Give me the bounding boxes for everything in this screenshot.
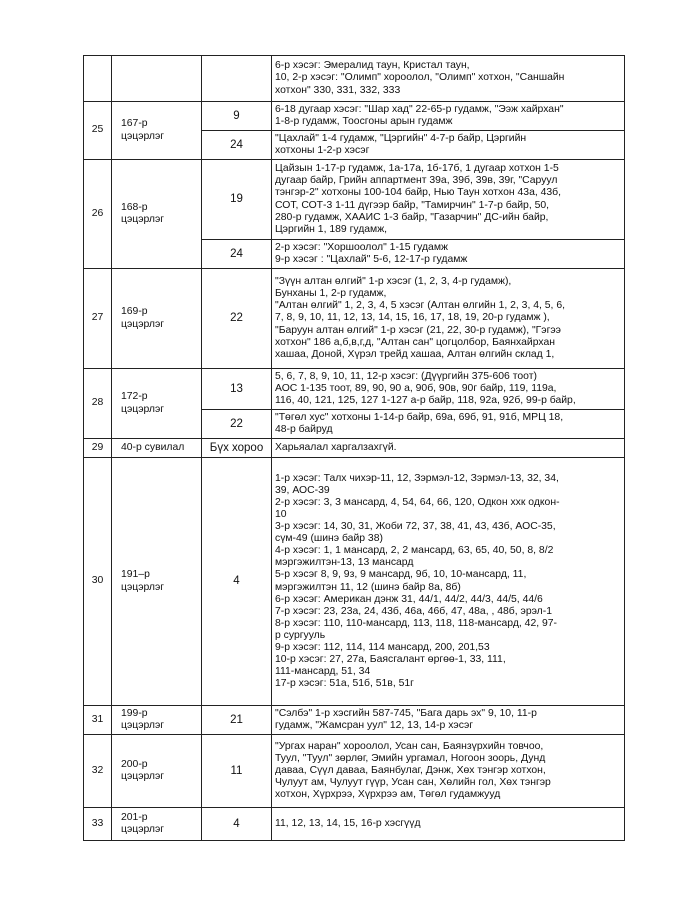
service-area [272, 458, 625, 706]
area-line: "Зүүн алтан өлгий" 1-р хэсэг (1, 2, 3, 4-р гудамж), [275, 276, 512, 288]
name-line: 168-р [121, 201, 148, 213]
kindergarten-name [112, 160, 202, 269]
name-line: цэцэрлэг [121, 771, 165, 782]
area-line: 4-р хэсэг: 1, 1 мансард, 2, 2 мансард, 63, 65, 40, 50, 8, 8/2 [275, 545, 554, 557]
area-line: 280-р гудамж, ХААИС 1-3 байр, "Газарчин" ДС-ийн байр, [275, 211, 549, 223]
name-line: 40-р сувилал [121, 441, 185, 453]
area-line: 7, 8, 9, 10, 11, 12, 13, 14, 15, 16, 17, 18, 19, 20-р гудамж ), [275, 312, 550, 324]
area-line: хотхон" 186 а,б,в,г,д, "Алтан сан" цогцолбор, Баянхайрхан [275, 336, 555, 348]
kindergarten-name [112, 706, 202, 735]
khoroo-number: 24 [202, 131, 272, 160]
row-number: 32 [84, 735, 112, 808]
name-line: 201-р [121, 811, 148, 823]
kindergarten-name [112, 102, 202, 160]
area-line: Харьяалал харгалзахгүй. [275, 441, 397, 453]
district-kindergarten-table [83, 55, 625, 841]
area-line: СОТ, СОТ-3 1-11 дүгээр байр, "Тамирчин" 1-7-р байр, 50, [275, 199, 550, 211]
area-line: 1-8-р гудамж, Тоосгоны арын гудамж [275, 116, 453, 127]
row-number: 25 [84, 102, 112, 160]
kindergarten-name [112, 56, 202, 102]
area-line: 1-р хэсэг: Талх чихэр-11, 12, Зэрмэл-12, Зэрмэл-13, 32, 34, [275, 472, 559, 484]
name-line: 199-р [121, 707, 148, 719]
area-line: сүм-49 (шинэ байр 38) [275, 533, 383, 545]
area-line: хотхон, Хүрхрээ, Хүрхрээ ам, Төгөл гудамжууд [275, 789, 501, 801]
area-line: 2-р хэсэг: 3, 3 мансард, 4, 54, 64, 66, 120, Одкон ххк одкон- [275, 496, 560, 508]
name-line: цэцэрлэг [121, 824, 165, 835]
kindergarten-name [112, 269, 202, 369]
area-line: р сургууль [275, 629, 326, 641]
area-line: 10 [275, 508, 287, 520]
area-line: хотхоны 1-2-р хэсэг [275, 145, 370, 156]
service-area [272, 160, 625, 240]
service-area [272, 240, 625, 269]
area-line: мэргэжилтэн 11, 12 (шинэ байр 8а, 8б) [275, 581, 461, 593]
row-number: 28 [84, 369, 112, 439]
kindergarten-name [112, 735, 202, 808]
service-area [272, 808, 625, 841]
row-number: 31 [84, 706, 112, 735]
area-line: 7-р хэсэг: 23, 23а, 24, 43б, 46а, 46б, 47, 48а, , 48б, эрэл-1 [275, 605, 552, 617]
area-line: Бунханы 1, 2-р гудамж, [275, 288, 387, 300]
kindergarten-name [112, 439, 202, 458]
area-line: "Ургах наран" хороолол, Усан сан, Баянзүрхийн товчоо, [275, 740, 544, 752]
service-area [272, 439, 625, 458]
service-area [272, 410, 625, 439]
area-line: Туул, "Туул" зөрлөг, Эмийн ургамал, Ногоон зоорь, Дунд [275, 752, 546, 764]
khoroo-number [202, 56, 272, 102]
area-line: Цайзын 1-17-р гудамж, 1а-17а, 1б-17б, 1 дугаар хотхон 1-5 [275, 163, 559, 175]
service-area [272, 56, 625, 102]
table-row [84, 102, 625, 131]
area-line: Чулуут ам, Чулуут гүүр, Усан сан, Хөлийн гол, Хөх тэнгэр [275, 777, 551, 789]
table-row [84, 269, 625, 369]
name-line: цэцэрлэг [121, 318, 165, 330]
area-line: 39, АОС-39 [275, 484, 330, 496]
row-number: 29 [84, 439, 112, 458]
name-line: цэцэрлэг [121, 720, 165, 731]
area-line: "Сэлбэ" 1-р хэсгийн 587-745, "Бага дарь эх" 9, 10, 11-р [275, 707, 537, 719]
khoroo-number: 22 [202, 269, 272, 369]
kindergarten-name [112, 458, 202, 706]
area-line: АОС 1-135 тоот, 89, 90, 90 а, 90б, 90в, 90г байр, 119, 119а, [275, 382, 557, 394]
name-line: цэцэрлэг [121, 581, 165, 593]
name-line: 169-р [121, 306, 148, 318]
service-area [272, 369, 625, 410]
khoroo-number: 4 [202, 808, 272, 841]
khoroo-number: 19 [202, 160, 272, 240]
area-line: 10, 2-р хэсэг: "Олимп" хороолол, "Олимп" хотхон, "Саншайн [275, 72, 565, 84]
area-line: 6-р хэсэг: Эмералид таун, Кристал таун, [275, 60, 470, 72]
area-line: Цэргийн 1, 189 гудамж, [275, 223, 388, 235]
table-row [84, 369, 625, 410]
service-area [272, 102, 625, 131]
area-line: 6-р хэсэг: Американ дэнж 31, 44/1, 44/2, 44/3, 44/5, 44/6 [275, 593, 543, 605]
khoroo-number: 4 [202, 458, 272, 706]
name-line: 191–р [121, 569, 150, 581]
area-line: хотхон" 330, 331, 332, 333 [275, 84, 401, 96]
kindergarten-name [112, 369, 202, 439]
service-area [272, 735, 625, 808]
area-line: хашаа, Доной, Хүрэл трейд хашаа, Алтан өлгийн склад 1, [275, 348, 555, 360]
kindergarten-name [112, 808, 202, 841]
area-line: мэргэжилтэн-13, 13 мансард [275, 557, 414, 569]
area-line: 5-р хэсэг 8, 9, 9з, 9 мансард, 9б, 10, 10-мансард, 11, [275, 569, 527, 581]
row-number: 33 [84, 808, 112, 841]
area-line: "Баруун алтан өлгий" 1-р хэсэг (21, 22, 30-р гудамж), "Гэгээ [275, 324, 561, 336]
area-line: 48-р байруд [275, 424, 333, 435]
khoroo-number: 21 [202, 706, 272, 735]
khoroo-number: 22 [202, 410, 272, 439]
khoroo-number: 13 [202, 369, 272, 410]
area-line: дугаар байр, Грийн аппартмент 39а, 39б, 39в, 39г, "Саруул [275, 175, 558, 187]
area-line: 5, 6, 7, 8, 9, 10, 11, 12-р хэсэг: (Дүүргийн 375-606 тоот) [275, 370, 537, 382]
service-area [272, 706, 625, 735]
khoroo-number: 24 [202, 240, 272, 269]
service-area [272, 131, 625, 160]
area-line: 8-р хэсэг: 110, 110-мансард, 113, 118, 118-мансард, 42, 97- [275, 617, 558, 629]
name-line: 167-р [121, 118, 148, 130]
table-row [84, 706, 625, 735]
name-line: 172-р [121, 391, 148, 403]
khoroo-number: Бүх хороо [202, 439, 272, 458]
area-line: "Төгөл хус" хотхоны 1-14-р байр, 69а, 69б, 91, 91б, МРЦ 18, [275, 411, 564, 423]
area-line: гудамж, "Жамсран уул" 12, 13, 14-р хэсэг [275, 720, 474, 731]
name-line: цэцэрлэг [121, 214, 165, 225]
name-line: цэцэрлэг [121, 403, 165, 415]
area-line: даваа, Сүүл даваа, Баянбулаг, Дэнж, Хөх тэнгэр хотхон, [275, 764, 546, 776]
row-number [84, 56, 112, 102]
khoroo-number: 11 [202, 735, 272, 808]
table-row [84, 735, 625, 808]
table-row [84, 56, 625, 102]
area-line: "Цахлай" 1-4 гудамж, "Цэргийн" 4-7-р байр, Цэргийн [275, 132, 527, 144]
area-line: 111-мансард, 51, 34 [275, 666, 371, 678]
area-line: "Алтан өлгий" 1, 2, 3, 4, 5 хэсэг (Алтан өлгийн 1, 2, 3, 4, 5, 6, [275, 300, 565, 312]
area-line: 10-р хэсэг: 27, 27а, Баясгалант өргөө-1, 33, 111, [275, 654, 506, 666]
table-row [84, 458, 625, 706]
service-area [272, 269, 625, 369]
name-line: 200-р [121, 758, 148, 770]
khoroo-number: 9 [202, 102, 272, 131]
area-line: 9-р хэсэг : "Цахлай" 5-6, 12-17-р гудамж [275, 254, 468, 265]
area-line: 9-р хэсэг: 112, 114, 114 мансард, 200, 201,53 [275, 641, 490, 653]
area-line: 6-18 дугаар хэсэг: "Шар хад" 22-65-р гудамж, "Ээж хайрхан" [275, 103, 564, 115]
row-number: 27 [84, 269, 112, 369]
table-body [84, 56, 625, 841]
table-row [84, 808, 625, 841]
table-row [84, 160, 625, 240]
area-line: тэнгэр-2" хотхоны 100-104 байр, Нью Таун хотхон 43а, 43б, [275, 187, 562, 199]
area-line: 11, 12, 13, 14, 15, 16-р хэсгүүд [275, 817, 421, 829]
area-line: 116, 40, 121, 125, 127 1-127 а-р байр, 118, 92а, 92б, 99-р байр, [275, 395, 576, 407]
row-number: 30 [84, 458, 112, 706]
area-line: 2-р хэсэг: "Хоршоолол" 1-15 гудамж [275, 241, 448, 253]
name-line: цэцэрлэг [121, 130, 165, 142]
row-number: 26 [84, 160, 112, 269]
area-line: 17-р хэсэг: 51а, 51б, 51в, 51г [275, 678, 414, 690]
table-row [84, 439, 625, 458]
area-line: 3-р хэсэг: 14, 30, 31, Жоби 72, 37, 38, 41, 43, 43б, АОС-35, [275, 521, 556, 533]
